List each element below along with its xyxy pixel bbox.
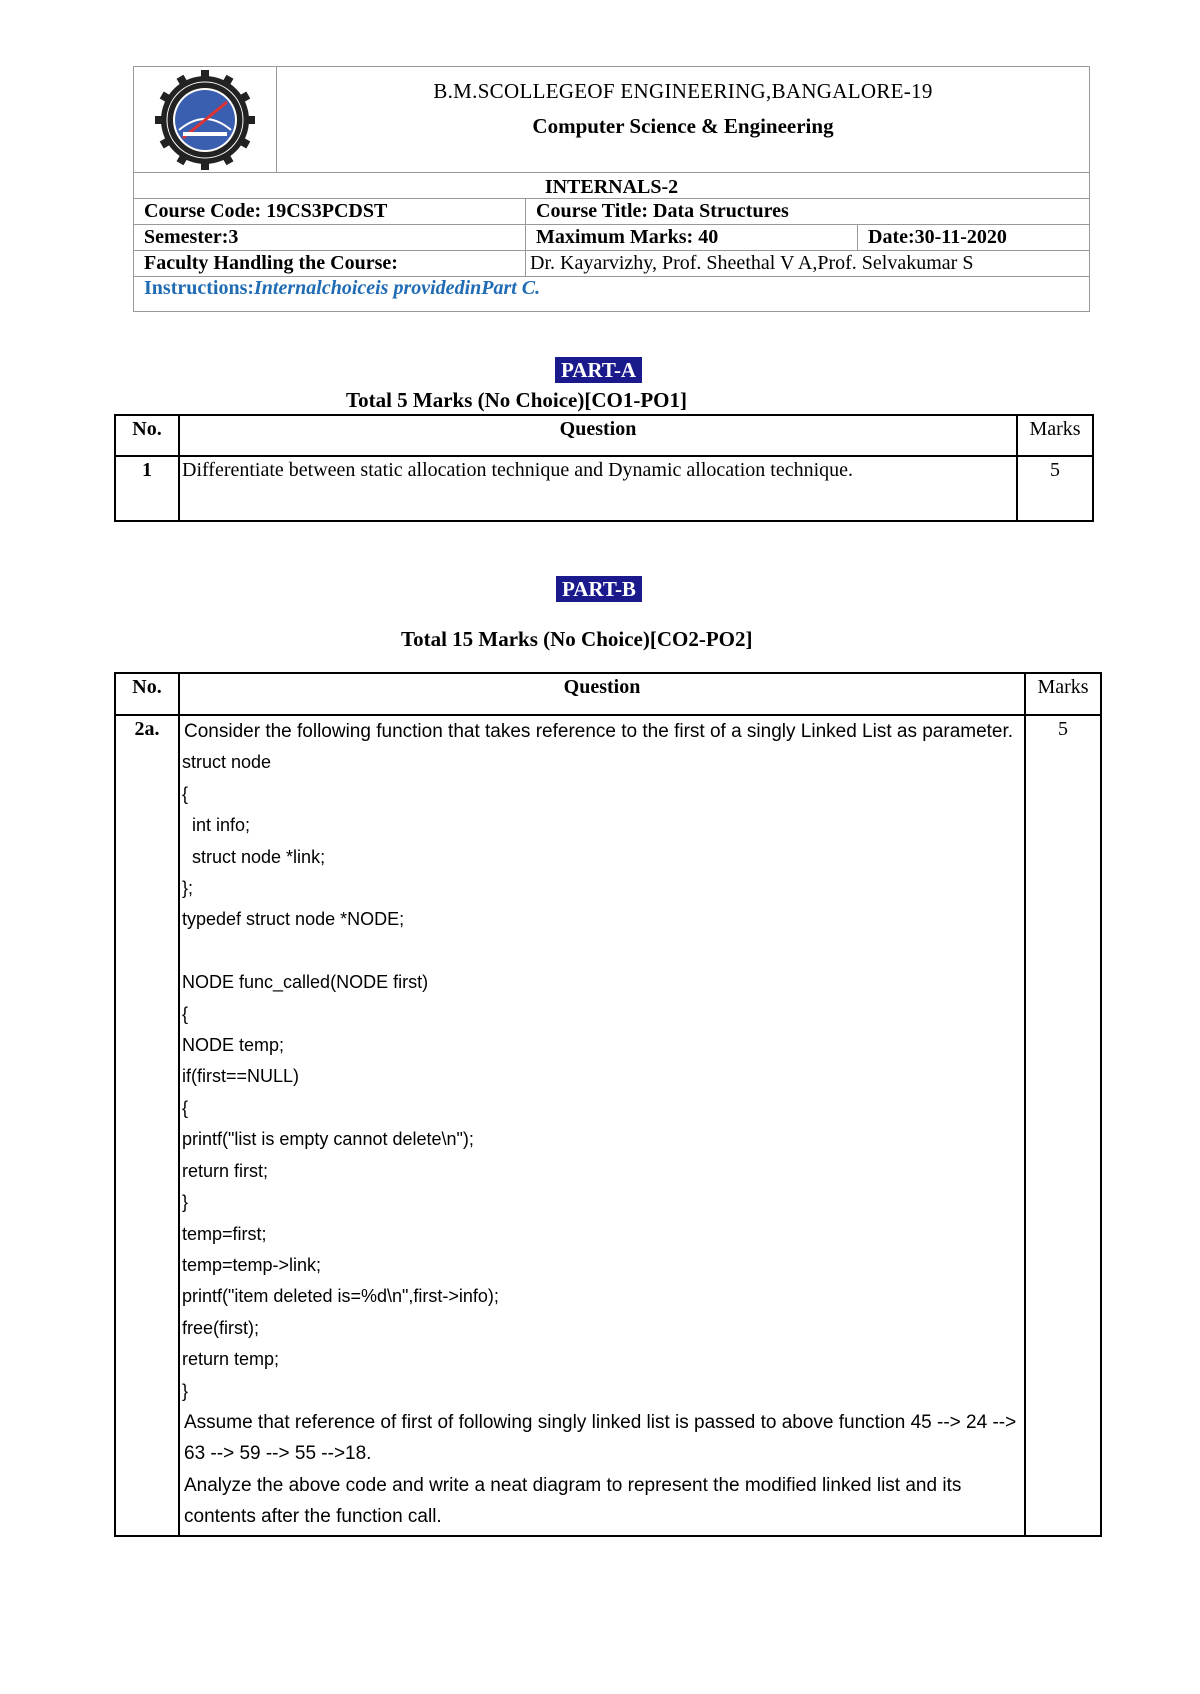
- exam-header: [133, 66, 1090, 312]
- faculty-names: Dr. Kayarvizhy, Prof. Sheethal V A,Prof. Selvakumar S: [530, 252, 974, 274]
- part-a-table: [114, 414, 1094, 522]
- code-snippet: struct node { int info; struct node *link; }; typedef struct node *NODE; NODE func_called(NODE first) { NODE temp; if(first==NULL) { printf("list is empty cannot delete\n"); return first; } temp=first; temp=temp->link; printf("item deleted is=%d\n",first->info); free(first); return temp; }: [182, 752, 499, 1401]
- college-logo: [134, 67, 277, 172]
- instructions-text: Internalchoiceis providedinPart C.: [254, 277, 541, 299]
- semester: Semester:3: [134, 225, 526, 250]
- col-marks: Marks: [1017, 415, 1093, 456]
- department-name: Computer Science & Engineering: [532, 114, 834, 138]
- col-question: Question: [179, 673, 1025, 715]
- question-text: Differentiate between static allocation technique and Dynamic allocation technique.: [179, 456, 1017, 521]
- question-number: 1: [115, 456, 179, 521]
- exam-date: Date:30-11-2020: [868, 226, 1007, 248]
- question-assumption: Assume that reference of first of following singly linked list is passed to above function 45 --> 24 --> 63 --> 59 --> 55 -->18.: [184, 1411, 1017, 1465]
- college-name: B.M.SCOLLEGEOF ENGINEERING,BANGALORE-19: [433, 79, 933, 103]
- part-b-table: [114, 672, 1102, 1537]
- col-marks: Marks: [1025, 673, 1101, 715]
- part-a-subtitle: Total 5 Marks (No Choice)[CO1-PO1]: [346, 388, 688, 412]
- table-row: [115, 715, 1101, 1536]
- col-no: No.: [115, 415, 179, 456]
- col-no: No.: [115, 673, 179, 715]
- question-marks: 5: [1017, 456, 1093, 521]
- exam-title-row: [134, 173, 1089, 199]
- part-b-label: PART-B: [556, 576, 642, 602]
- question-marks: 5: [1025, 715, 1101, 1536]
- instructions-row: [134, 277, 1089, 311]
- question-intro: Consider the following function that takes reference to the first of a singly Linked List as parameter.: [184, 721, 1014, 742]
- course-code: Course Code: 19CS3PCDST: [134, 199, 526, 224]
- course-row: [134, 199, 1089, 225]
- table-header-row: [115, 415, 1093, 456]
- table-header-row: [115, 673, 1101, 715]
- part-b-subtitle: Total 15 Marks (No Choice)[CO2-PO2]: [401, 627, 753, 651]
- part-a-label: PART-A: [555, 357, 642, 383]
- exam-title: INTERNALS-2: [544, 176, 679, 198]
- semester-row: [134, 225, 1089, 251]
- instructions-label: Instructions:: [144, 277, 255, 299]
- max-marks: Maximum Marks: 40: [526, 225, 858, 250]
- question-cell: [179, 715, 1025, 1536]
- course-title: Course Title: Data Structures: [536, 200, 789, 222]
- faculty-row: [134, 251, 1089, 277]
- table-row: [115, 456, 1093, 521]
- col-question: Question: [179, 415, 1017, 456]
- faculty-label: Faculty Handling the Course:: [134, 251, 526, 276]
- question-task: Analyze the above code and write a neat diagram to represent the modified linked list and its contents after the function call.: [184, 1474, 962, 1528]
- question-number: 2a.: [115, 715, 179, 1536]
